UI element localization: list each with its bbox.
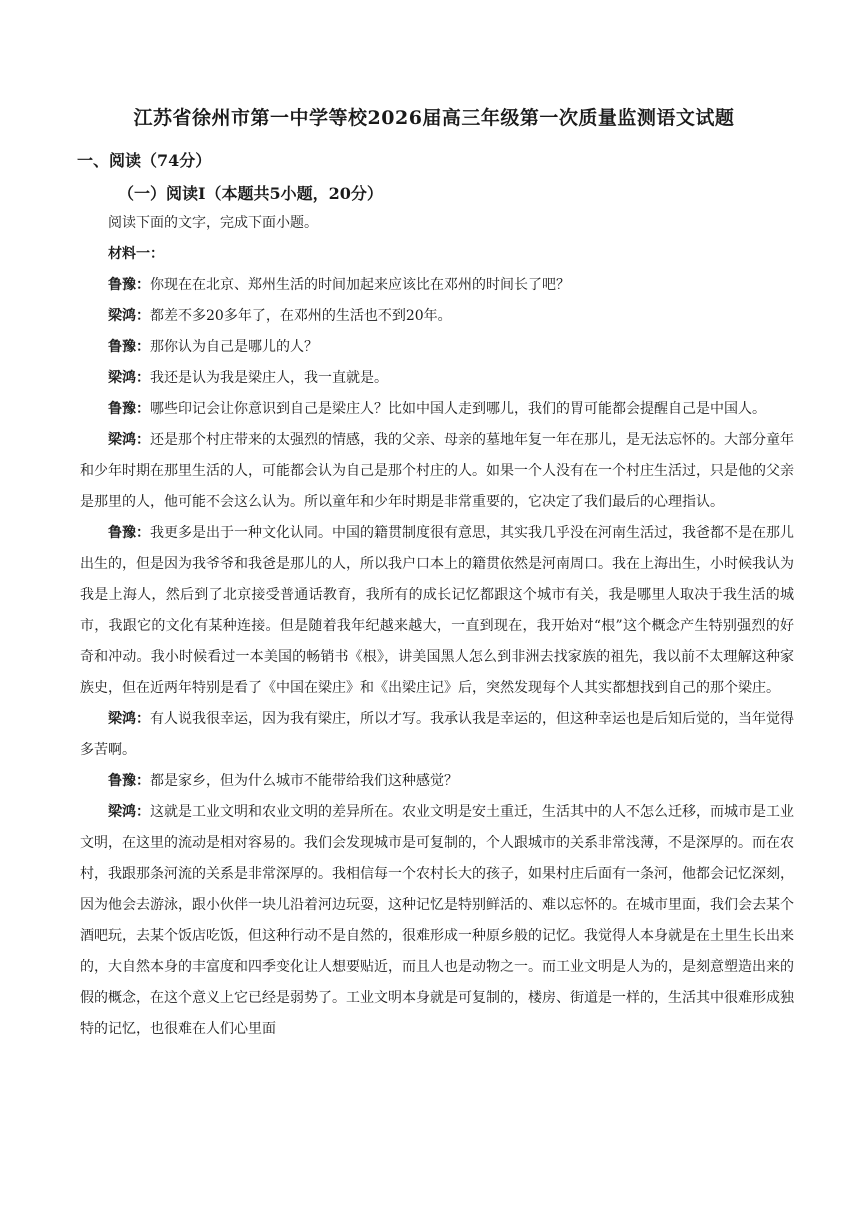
reading-passage [80, 208, 794, 1045]
dialogue-paragraph [80, 270, 794, 301]
dialogue-text: 都差不多20多年了，在邓州的生活也不到20年。 [150, 308, 452, 324]
dialogue-paragraph [80, 518, 794, 704]
dialogue-text: 你现在在北京、郑州生活的时间加起来应该比在邓州的时间长了吧？ [150, 277, 570, 293]
dialogue-paragraph [80, 363, 794, 394]
dialogue-text: 还是那个村庄带来的太强烈的情感，我的父亲、母亲的墓地年复一年在那儿，是无法忘怀的。大部分童年和少年时期在那里生活的人，可能都会认为自己是那个村庄的人。如果一个人没有在一个村庄生活过，只是他的父亲是那里的人，他可能不会这么认为。所以童年和少年时期是非常重要的，它决定了我们最后的心理指认。 [80, 432, 794, 510]
dialogue-text: 我还是认为我是梁庄人，我一直就是。 [150, 370, 388, 386]
dialogue-paragraph [80, 301, 794, 332]
section-heading: 一、阅读（74分） [77, 151, 212, 170]
speaker-label: 梁鸿： [108, 711, 150, 727]
dialogue-paragraph [80, 332, 794, 363]
speaker-label: 鲁豫： [108, 525, 150, 541]
instruction-paragraph: 阅读下面的文字，完成下面小题。 [108, 215, 318, 231]
speaker-label: 鲁豫： [108, 277, 150, 293]
subsection-heading: （一）阅读Ⅰ（本题共5小题，20分） [118, 184, 383, 203]
speaker-label: 鲁豫： [108, 773, 150, 789]
speaker-label: 梁鸿： [108, 308, 150, 324]
speaker-label: 鲁豫： [108, 339, 150, 355]
speaker-label: 梁鸿： [108, 432, 150, 448]
dialogue-paragraph [80, 766, 794, 797]
dialogue-text: 有人说我很幸运，因为我有梁庄，所以才写。我承认我是幸运的，但这种幸运也是后知后觉的，当年觉得多苦啊。 [80, 711, 794, 758]
dialogue-text: 都是家乡，但为什么城市不能带给我们这种感觉？ [150, 773, 458, 789]
dialogue-text: 我更多是出于一种文化认同。中国的籍贯制度很有意思，其实我几乎没在河南生活过，我爸都不是在那儿出生的，但是因为我爷爷和我爸是那儿的人，所以我户口本上的籍贯依然是河南周口。我在上海出生，小时候我认为我是上海人，然后到了北京接受普通话教育，我所有的成长记忆都跟这个城市有关，我是哪里人取决于我生活的城市，我跟它的文化有某种连接。但是随着我年纪越来越大，一直到现在，我开始对“根”这个概念产生特别强烈的好奇和冲动。我小时候看过一本美国的畅销书《根》，讲美国黑人怎么到非洲去找家族的祖先，我以前不太理解这种家族史，但在近两年特别是看了《中国在梁庄》和《出梁庄记》后，突然发现每个人其实都想找到自己的那个梁庄。 [80, 525, 794, 696]
dialogue-list [80, 270, 794, 1045]
speaker-label: 梁鸿： [108, 370, 150, 386]
dialogue-text: 这就是工业文明和农业文明的差异所在。农业文明是安土重迁，生活其中的人不怎么迁移，而城市是工业文明，在这里的流动是相对容易的。我们会发现城市是可复制的，个人跟城市的关系非常浅薄，不是深厚的。而在农村，我跟那条河流的关系是非常深厚的。我相信每一个农村长大的孩子，如果村庄后面有一条河，他都会记忆深刻，因为他会去游泳，跟小伙伴一块儿沿着河边玩耍，这种记忆是特别鲜活的、难以忘怀的。在城市里面，我们会去某个酒吧玩，去某个饭店吃饭，但这种行动不是自然的，很难形成一种原乡般的记忆。我觉得人本身就是在土里生长出来的，大自然本身的丰富度和四季变化让人想要贴近，而且人也是动物之一。而工业文明是人为的，是刻意塑造出来的假的概念，在这个意义上它已经是弱势了。工业文明本身就是可复制的，楼房、街道是一样的，生活其中很难形成独特的记忆，也很难在人们心里面 [80, 804, 794, 1037]
dialogue-text: 那你认为自己是哪儿的人？ [150, 339, 318, 355]
dialogue-paragraph [80, 425, 794, 518]
dialogue-text: 哪些印记会让你意识到自己是梁庄人？比如中国人走到哪儿，我们的胃可能都会提醒自己是中国人。 [150, 401, 766, 417]
dialogue-paragraph [80, 704, 794, 766]
page-title: 江苏省徐州市第一中学等校2026届高三年级第一次质量监测语文试题 [133, 107, 735, 129]
material-label: 材料一： [108, 246, 164, 262]
dialogue-paragraph [80, 394, 794, 425]
dialogue-paragraph [80, 797, 794, 1045]
speaker-label: 鲁豫： [108, 401, 150, 417]
speaker-label: 梁鸿： [108, 804, 150, 820]
